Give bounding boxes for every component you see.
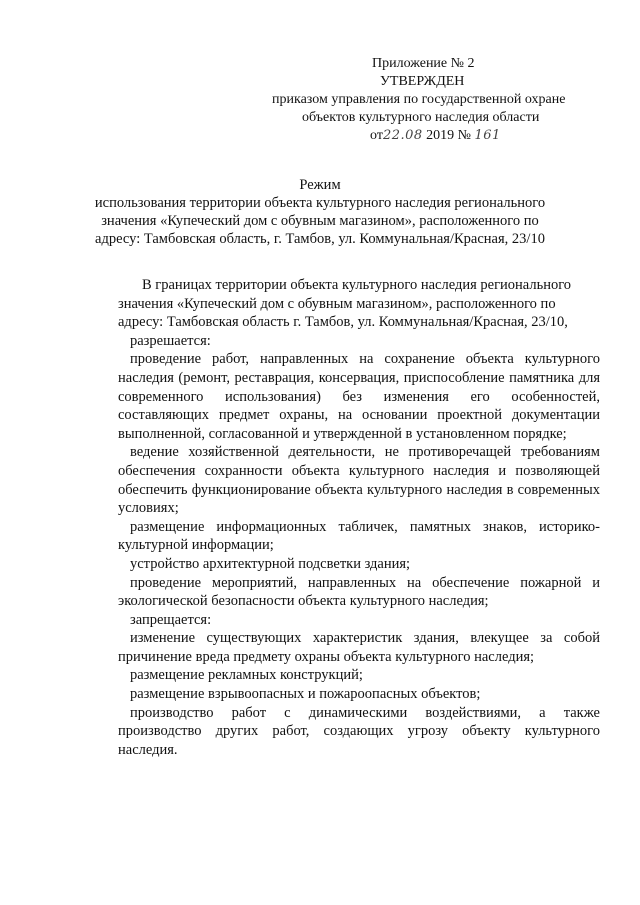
date-year: 2019 № [426,128,472,143]
allowed-item: размещение информационных табличек, памятных знаков, историко-культурной информации; [118,518,600,554]
allowed-label: разрешается: [130,332,211,349]
allowed-item: проведение работ, направленных на сохранение объекта культурного наследия (ремонт, реставрация, консервация, приспособление памятника для современного использования) без изменения его особенностей, составляющих предмет охраны, на основании проектной документации выполненной, согласованной и утвержденной в установленном порядке; [118,351,600,442]
handwritten-number: 161 [474,128,501,143]
forbidden-item: размещение взрывоопасных и пожароопасных объектов; [130,686,481,703]
allowed-item: устройство архитектурной подсветки здания; [130,555,411,572]
intro-line-1: В границах территории объекта культурного наследия регионального [142,277,572,293]
allowed-item: ведение хозяйственной деятельности, не противоречащей требованиям обеспечения сохранности объекта культурного наследия и позволяющей обеспечить функционирование объекта культурного наследия в современных условиях; [118,444,600,517]
forbidden-item: размещение рекламных конструкций; [130,667,363,684]
order-line-2: объектов культурного наследия области [302,110,540,125]
intro-line-3: адресу: Тамбовская область г. Тамбов, ул. Коммунальная/Красная, 23/10, [118,314,568,331]
forbidden-item: производство работ с динамическими воздействиями, а также производство других работ, создающих угрозу объекту культурного наследия. [118,704,600,758]
handwritten-date: 22.08 [382,128,423,143]
order-date-line [370,128,501,144]
title-line-3: адресу: Тамбовская область, г. Тамбов, ул. Коммунальная/Красная, 23/10 [95,231,545,247]
title-line-1: использования территории объекта культурного наследия регионального [94,195,546,211]
forbidden-item: изменение существующих характеристик здания, влекущее за собой причинение вреда предмету охраны объекта культурного наследия; [118,630,600,665]
approved-label: УТВЕРЖДЕН [380,74,465,89]
forbidden-label: запрещается: [130,611,212,628]
title-line-2: значения «Купеческий дом с обувным магазином», расположенного по [101,213,539,229]
date-prefix: от [370,128,383,143]
document-body [118,276,600,759]
allowed-item: проведение мероприятий, направленных на обеспечение пожарной и экологической безопасности объекта культурного наследия; [118,574,600,610]
appendix-number: Приложение № 2 [372,56,475,71]
regime-heading: Режим [299,177,341,193]
order-line-1: приказом управления по государственной охране [272,92,566,107]
intro-line-2: значения «Купеческий дом с обувным магазином», расположенного по [118,295,556,312]
